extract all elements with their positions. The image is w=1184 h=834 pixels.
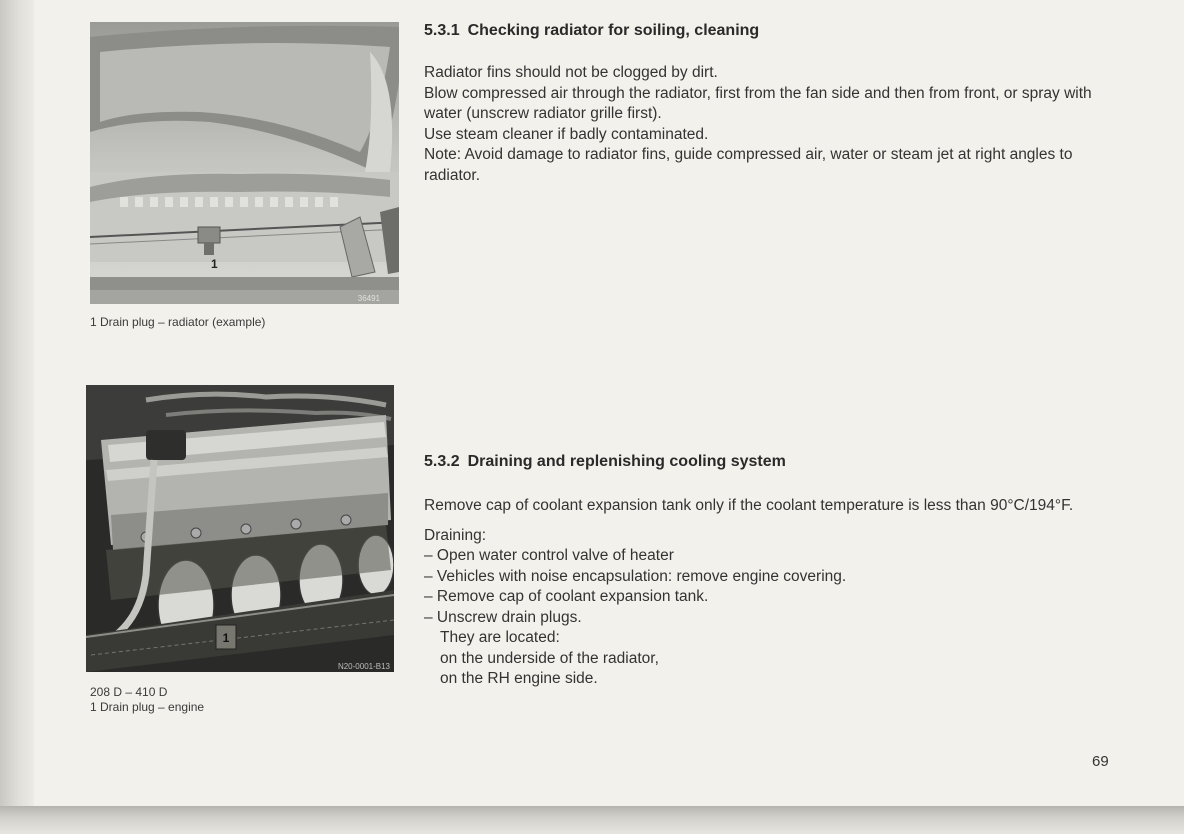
section-body [424,63,1114,186]
paragraph: Radiator fins should not be clogged by dirt. [424,64,718,81]
caption-line: 208 D – 410 D [90,685,168,699]
draining-label: Draining: [424,526,487,544]
page-number: 69 [1092,753,1109,770]
photo-label: N20-0001-B13 [337,662,390,671]
section-title: Draining and replenishing cooling system [467,453,786,470]
list-item: – Vehicles with noise encapsulation: remove engine covering. [424,567,847,585]
paragraph: Remove cap of coolant expansion tank only if the coolant temperature is less than 90°C/194°F. [424,497,1074,514]
caption-line: 1 Drain plug – engine [90,700,205,714]
list-item: – Unscrew drain plugs. [424,608,582,626]
location-line: They are located: [440,629,560,646]
list-item: – Remove cap of coolant expansion tank. [424,588,709,605]
section-title: Checking radiator for soiling, cleaning [467,22,760,39]
section-number: 5.3.2 [424,453,460,470]
section-body [424,496,1124,690]
engine-drain-plug-photo [86,385,394,672]
page-bottom-edge [0,806,1184,834]
paragraph: Note: Avoid damage to radiator fins, guide compressed air, water or steam jet at right angles to radiator. [424,146,1073,184]
radiator-drain-plug-photo [90,22,399,304]
location-line: on the RH engine side. [440,670,598,687]
figure-1-caption [90,315,265,330]
figure-2-caption [90,685,204,715]
paragraph: Blow compressed air through the radiator, first from the fan side and then from front, or spray with water (unscrew radiator grille first). [424,84,1092,122]
callout-1: 1 [222,631,230,645]
photo-label: 36491 [357,294,380,303]
paragraph: Use steam cleaner if badly contaminated. [424,125,709,143]
list-item: – Open water control valve of heater [424,547,674,564]
location-line: on the underside of the radiator, [440,649,659,667]
section-heading [424,22,759,40]
section-heading [424,453,786,471]
book-binding-shadow [0,0,34,834]
section-number: 5.3.1 [424,22,460,39]
callout-1: 1 [211,257,218,271]
caption-line: 1 Drain plug – radiator (example) [90,315,266,329]
